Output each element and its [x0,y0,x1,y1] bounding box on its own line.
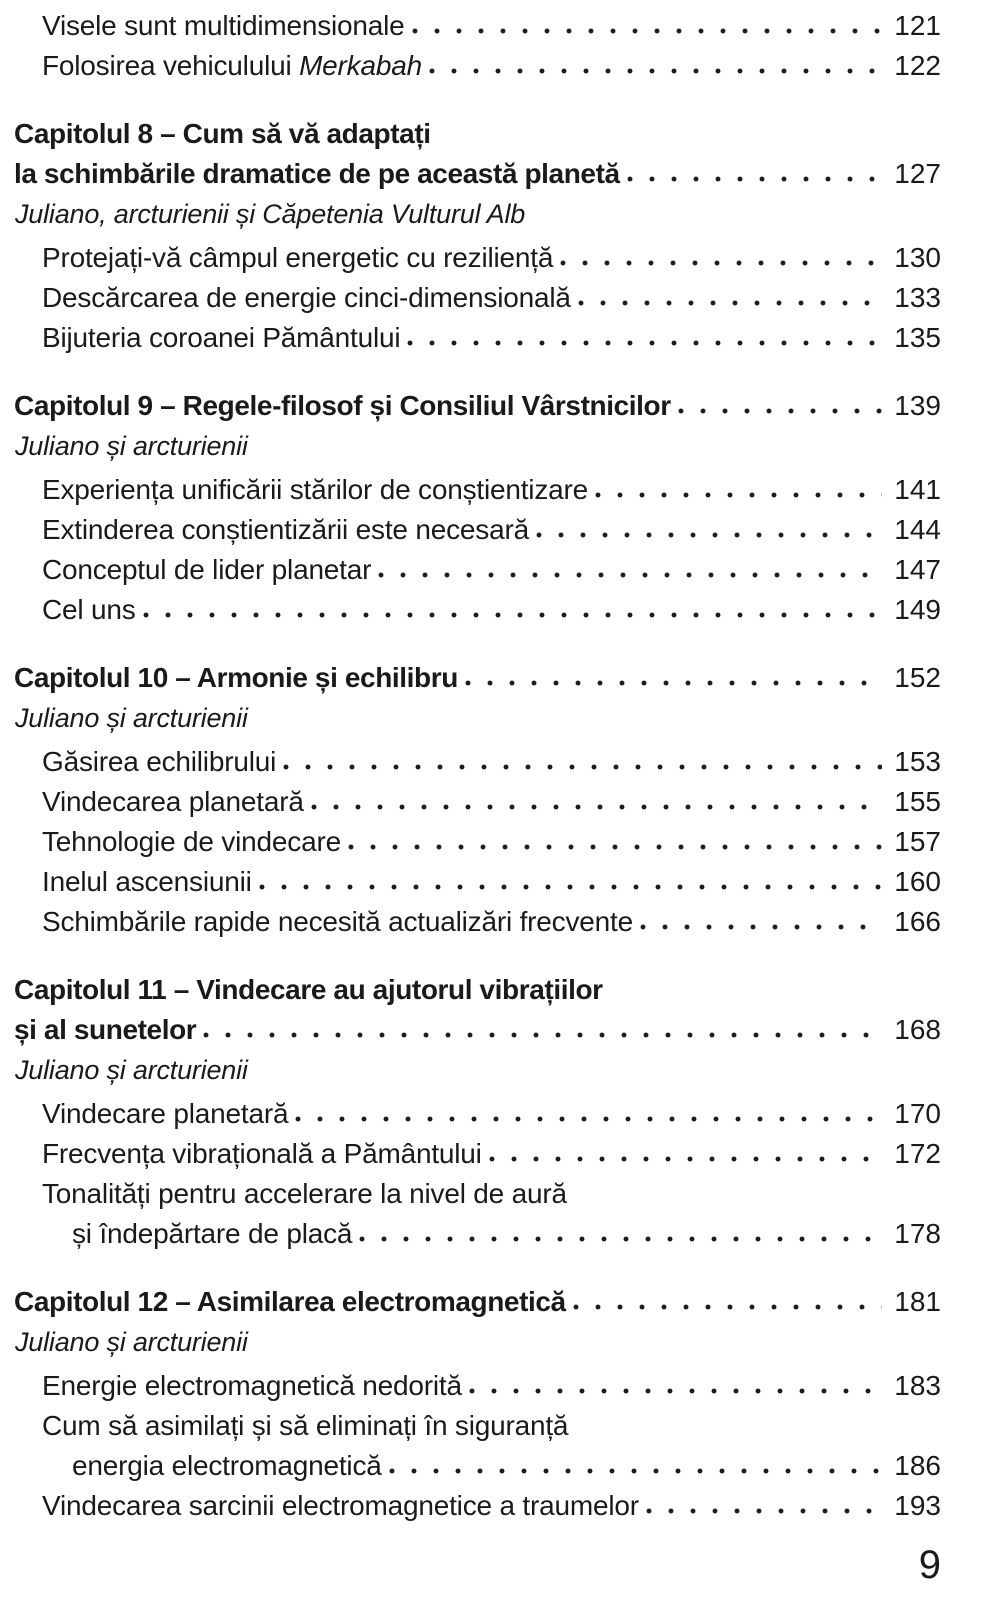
toc-entry-page-number: 149 [894,594,941,625]
toc-row [0,698,941,738]
toc-entry-title [42,782,304,822]
toc-entry-title [42,902,633,942]
table-of-contents [0,6,941,1526]
dot-leader [465,667,882,687]
toc-entry-title [15,698,248,738]
toc-entry-text: Energie electromagnetică nedorită [42,1370,462,1401]
toc-entry-page-number: 186 [894,1450,941,1481]
dot-leader [407,327,882,347]
dot-leader [378,559,882,579]
dot-leader [640,911,882,931]
dot-leader [573,1291,883,1311]
toc-entry-title [42,46,422,86]
dot-leader [646,1495,882,1515]
dot-leader [595,479,882,499]
dot-leader [429,55,882,75]
toc-row [0,658,941,698]
toc-entry-page-number: 160 [894,866,941,897]
toc-entry-title [15,426,248,466]
toc-entry-title [14,154,620,194]
toc-entry-text: și îndepărtare de placă [72,1218,353,1249]
dot-leader [389,1455,883,1475]
toc-entry-text: Inelul ascensiunii [42,866,252,897]
toc-entry-title [15,194,525,234]
toc-entry-text: Juliano și arcturienii [15,1055,248,1085]
toc-row [0,1366,941,1406]
toc-row [0,1050,941,1090]
toc-entry-text: Tonalități pentru accelerare la nivel de aură [42,1178,567,1209]
toc-entry-text: energia electromagnetică [72,1450,382,1481]
toc-entry-title [14,1010,196,1050]
toc-row [0,782,941,822]
toc-entry-text-italic: Merkabah [299,50,422,81]
toc-entry-title [14,970,603,1010]
toc-entry-page-number: 147 [894,554,941,585]
toc-entry-page-number: 122 [894,50,941,81]
toc-entry-text: Găsirea echilibrului [42,746,277,777]
toc-entry-page-number: 144 [894,514,941,545]
dot-leader [627,163,883,183]
toc-row [0,154,941,194]
toc-entry-text: Tehnologie de vindecare [42,826,341,857]
toc-row [0,278,941,318]
toc-entry-text: Bijuteria coroanei Pământului [42,322,401,353]
toc-row [0,426,941,466]
toc-entry-title [42,318,400,358]
toc-entry-page-number: 157 [894,826,941,857]
toc-entry-text: Schimbările rapide necesită actualizări frecvente [42,906,633,937]
toc-entry-text: Frecvența vibrațională a Pământului [42,1138,482,1169]
toc-entry-page-number: 153 [894,746,941,777]
toc-entry-text: Juliano și arcturienii [15,431,248,461]
toc-entry-title [42,1134,482,1174]
dot-leader [143,599,883,619]
toc-entry-title [42,1174,567,1214]
toc-row [0,318,941,358]
toc-row [0,1214,941,1254]
toc-entry-page-number: 166 [894,906,941,937]
toc-entry-page-number: 155 [894,786,941,817]
toc-entry-title [42,1486,639,1526]
toc-entry-page-number: 130 [894,242,941,273]
toc-entry-title [42,278,571,318]
toc-row [0,970,941,1010]
dot-leader [678,395,883,415]
toc-entry-title [42,510,529,550]
toc-entry-text: Cel uns [42,594,136,625]
toc-entry-title [14,386,671,426]
toc-row [0,1406,941,1446]
dot-leader [203,1019,882,1039]
toc-row [0,386,941,426]
toc-entry-page-number: 121 [894,10,941,41]
toc-row [0,1282,941,1322]
toc-entry-title [15,1050,248,1090]
dot-leader [348,831,882,851]
toc-entry-text: Folosirea vehiculului [42,50,300,81]
toc-entry-title [14,114,431,154]
dot-leader [359,1223,882,1243]
toc-row [0,1134,941,1174]
toc-row [0,1010,941,1050]
toc-entry-title [42,550,371,590]
dot-leader [283,751,882,771]
toc-entry-text: Capitolul 12 – Asimilarea electromagnetică [14,1286,566,1317]
toc-entry-title [15,1322,248,1362]
dot-leader [578,287,883,307]
toc-entry-text: Vindecare planetară [42,1098,289,1129]
toc-row [0,742,941,782]
toc-row [0,902,941,942]
toc-entry-text: Juliano, arcturienii și Căpetenia Vulturul Alb [15,199,526,229]
toc-entry-text: Cum să asimilați și să eliminați în siguranță [42,1410,569,1441]
toc-entry-text: Capitolul 10 – Armonie și echilibru [14,662,458,693]
toc-row [0,590,941,630]
toc-entry-page-number: 133 [894,282,941,313]
toc-row [0,1174,941,1214]
toc-entry-text: Vindecarea sarcinii electromagnetice a traumelor [42,1490,639,1521]
toc-entry-title [42,238,553,278]
toc-entry-title [14,1282,566,1322]
dot-leader [295,1103,882,1123]
toc-entry-title [42,862,252,902]
toc-row [0,238,941,278]
toc-row [0,6,941,46]
toc-entry-title [42,1406,568,1446]
toc-entry-page-number: 135 [894,322,941,353]
toc-row [0,822,941,862]
toc-row [0,470,941,510]
toc-entry-text: Capitolul 11 – Vindecare au ajutorul vibrațiilor [14,974,603,1005]
toc-entry-text: Visele sunt multidimensionale [42,10,405,41]
dot-leader [412,15,883,35]
toc-entry-title [14,658,458,698]
toc-entry-page-number: 170 [894,1098,941,1129]
toc-entry-title [42,822,341,862]
toc-row [0,550,941,590]
toc-row [0,114,941,154]
toc-entry-text: Extinderea conștientizării este necesară [42,514,529,545]
toc-row [0,1486,941,1526]
toc-entry-title [42,742,276,782]
toc-entry-text: Experiența unificării stărilor de conștientizare [42,474,588,505]
toc-entry-title [42,1366,462,1406]
dot-leader [560,247,882,267]
page-number: 9 [918,1543,941,1587]
toc-entry-title [72,1214,352,1254]
toc-entry-page-number: 172 [894,1138,941,1169]
dot-leader [311,791,883,811]
page-footer [0,1544,941,1586]
toc-entry-page-number: 168 [894,1014,941,1045]
toc-row [0,1322,941,1362]
dot-leader [536,519,882,539]
dot-leader [469,1375,882,1395]
toc-entry-title [42,470,588,510]
toc-entry-text: Juliano și arcturienii [15,1327,248,1357]
toc-entry-text: Conceptul de lider planetar [42,554,372,585]
toc-entry-text: Descărcarea de energie cinci-dimensională [42,282,571,313]
dot-leader [259,871,883,891]
toc-entry-text: Juliano și arcturienii [15,703,248,733]
toc-entry-text: Capitolul 9 – Regele-filosof și Consiliul Vârstnicilor [14,390,671,421]
toc-entry-page-number: 141 [894,474,941,505]
dot-leader [489,1143,883,1163]
toc-row [0,1094,941,1134]
toc-row [0,1446,941,1486]
toc-entry-text: la schimbările dramatice de pe această planetă [14,158,620,189]
toc-row [0,862,941,902]
toc-entry-page-number: 183 [894,1370,941,1401]
toc-entry-title [42,1094,288,1134]
toc-row [0,510,941,550]
toc-entry-page-number: 127 [894,158,941,189]
toc-entry-title [72,1446,382,1486]
toc-entry-page-number: 178 [894,1218,941,1249]
toc-entry-text: Protejați-vă câmpul energetic cu reziliență [42,242,554,273]
toc-row [0,194,941,234]
toc-entry-text: Capitolul 8 – Cum să vă adaptați [14,118,431,149]
toc-row [0,46,941,86]
toc-entry-text: Vindecarea planetară [42,786,304,817]
toc-entry-text: și al sunetelor [14,1014,197,1045]
toc-entry-title [42,6,405,46]
toc-entry-page-number: 139 [894,390,941,421]
toc-entry-page-number: 181 [894,1286,941,1317]
toc-entry-page-number: 152 [894,662,941,693]
toc-entry-title [42,590,136,630]
toc-entry-page-number: 193 [894,1490,941,1521]
